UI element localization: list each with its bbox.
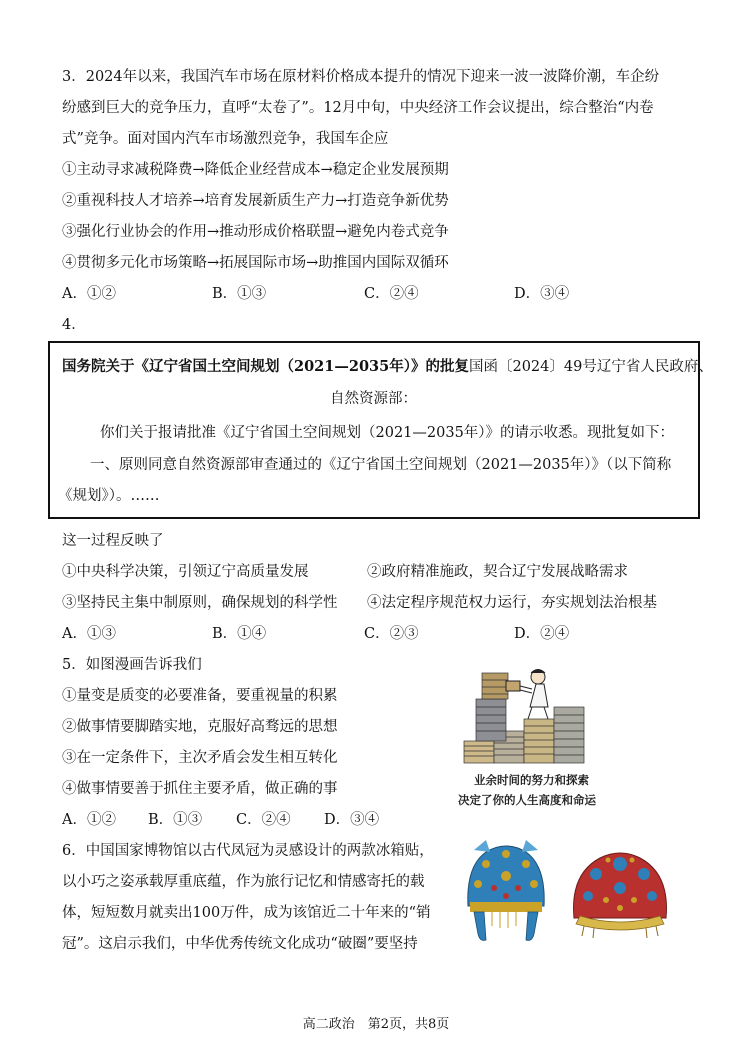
cartoon-caption-line-1: 业余时间的努力和探索 (474, 773, 589, 787)
q5-item-4: ④做事情要善于抓住主要矛盾，做正确的事 (62, 781, 338, 797)
cartoon-caption-line-2: 决定了你的人生高度和命运 (458, 793, 596, 807)
phoenix-crown-red-icon (560, 840, 680, 940)
q6-line-2: 以小巧之姿承载厚重底蕴，作为旅行记忆和情感寄托的载 (62, 874, 425, 890)
q4-option-c: C．②③ (364, 626, 419, 642)
q4-box-line-4: 一、原则同意自然资源部审查通过的《辽宁省国土空间规划（2021—2035年）》（以下简称 (90, 457, 672, 473)
q3-line-1: 3．2024年以来，我国汽车市场在原材料价格成本提升的情况下迎来一波一波降价潮，车企纷 (62, 69, 660, 85)
q4-box-line-5: 《规划》）。…… (58, 488, 160, 504)
q4-item-1: ①中央科学决策，引领辽宁高质量发展 (62, 564, 309, 580)
q4-stem: 这一过程反映了 (62, 533, 164, 549)
q5-option-b: B．①③ (148, 812, 203, 828)
q3-item-3: ③强化行业协会的作用→推动形成价格联盟→避免内卷式竞争 (62, 224, 449, 240)
q4-box-title-bold: 国务院关于《辽宁省国土空间规划（2021—2035年）》的批复 (62, 358, 469, 375)
q5-stem: 5．如图漫画告诉我们 (62, 657, 202, 673)
q3-item-1: ①主动寻求减税降费→降低企业经营成本→稳定企业发展预期 (62, 162, 449, 178)
cartoon-figure (458, 663, 598, 768)
q3-option-a: A．①② (62, 286, 116, 302)
q4-option-a: A．①③ (62, 626, 116, 642)
q3-item-2: ②重视科技人才培养→培育发展新质生产力→打造竞争新优势 (62, 193, 449, 209)
q5-item-2: ②做事情要脚踏实地，克服好高骛远的思想 (62, 719, 338, 735)
q4-option-d: D．②④ (514, 626, 570, 642)
q4-box-line-2: 自然资源部： (330, 391, 417, 407)
q4-box-title (62, 357, 713, 377)
q4-box-line-3: 你们关于报请批准《辽宁省国土空间规划（2021—2035年）》的请示收悉。现批复如下： (100, 425, 675, 441)
phoenix-crown-image-2 (560, 840, 680, 940)
q5-option-c: C．②④ (236, 812, 291, 828)
q4-item-2: ②政府精准施政，契合辽宁发展战略需求 (367, 564, 628, 580)
q5-option-a: A．①② (62, 812, 116, 828)
page-footer: 高二政治 第2页，共8页 (302, 1017, 450, 1032)
q3-option-d: D．③④ (514, 286, 570, 302)
q4-document-box (48, 341, 713, 519)
phoenix-crown-blue-icon (456, 836, 556, 948)
phoenix-crown-image-1 (456, 836, 556, 948)
q5-item-3: ③在一定条件下，主次矛盾会发生相互转化 (62, 750, 338, 766)
q4-item-4: ④法定程序规范权力运行，夯实规划法治根基 (367, 595, 657, 611)
q3-line-3: 式”竞争。面对国内汽车市场激烈竞争，我国车企应 (62, 131, 389, 147)
q6-line-3: 体，短短数月就卖出100万件，成为该馆近二十年来的“销 (62, 905, 431, 921)
q4-item-3: ③坚持民主集中制原则，确保规划的科学性 (62, 595, 338, 611)
q4-box-title-rest: 国函〔2024〕49号辽宁省人民政府、 (468, 359, 713, 375)
q4-number: 4． (62, 317, 86, 333)
q5-item-1: ①量变是质变的必要准备，要重视量的积累 (62, 688, 338, 704)
q3-line-2: 纷感到巨大的竞争压力，直呼“太卷了”。12月中旬，中央经济工作会议提出，综合整治“内卷 (62, 100, 654, 116)
q6-line-1: 6．中国国家博物馆以古代凤冠为灵感设计的两款冰箱贴， (62, 843, 434, 859)
q3-option-b: B．①③ (212, 286, 267, 302)
q4-option-b: B．①④ (212, 626, 267, 642)
q5-option-d: D．③④ (324, 812, 380, 828)
cartoon-image (458, 663, 598, 768)
q3-item-4: ④贯彻多元化市场策略→拓展国际市场→助推国内国际双循环 (62, 255, 449, 271)
q3-option-c: C．②④ (364, 286, 419, 302)
q6-line-4: 冠”。这启示我们，中华优秀传统文化成功“破圈”要坚持 (62, 936, 418, 952)
